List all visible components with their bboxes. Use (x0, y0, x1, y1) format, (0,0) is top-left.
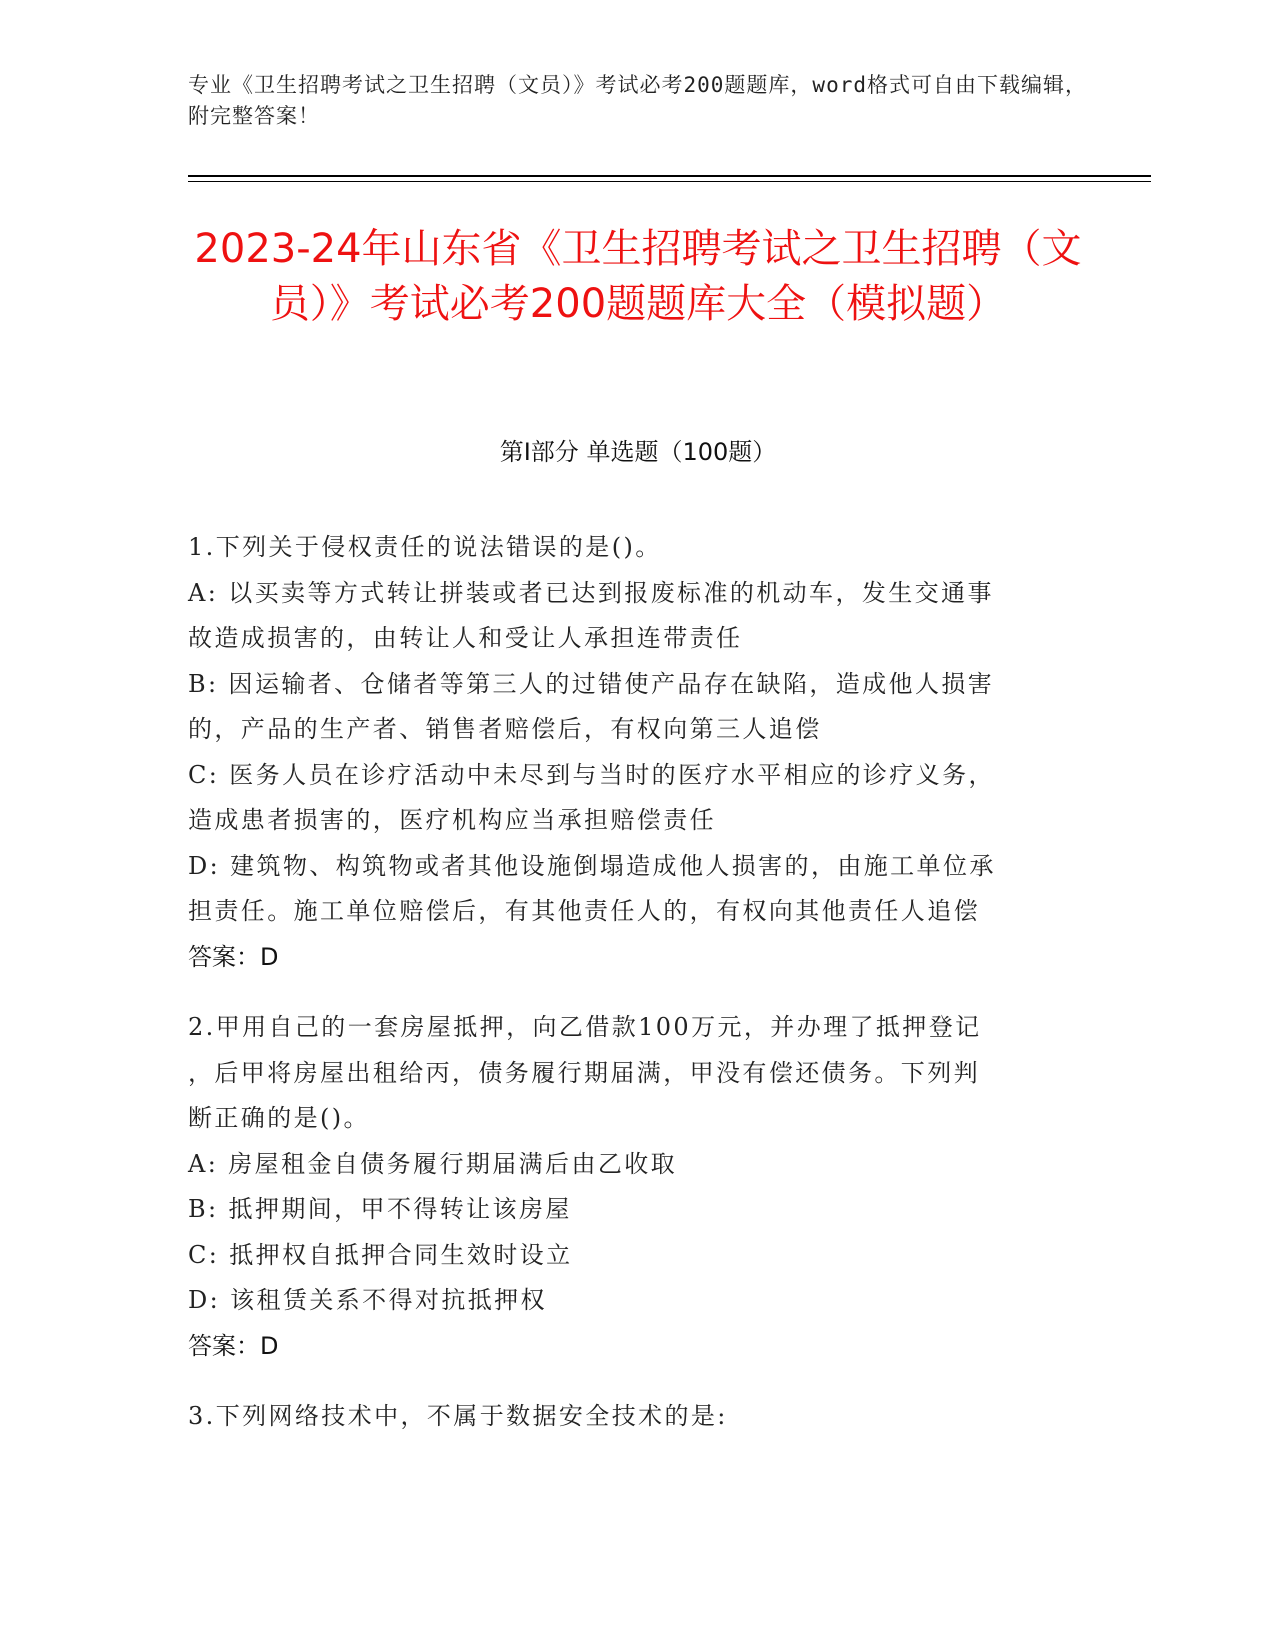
question-2-stem: 2.甲用自己的一套房屋抵押，向乙借款100万元，并办理了抵押登记 (188, 1013, 982, 1041)
question-list (188, 525, 1088, 1465)
header-note: 专业《卫生招聘考试之卫生招聘（文员）》考试必考200题题库，word格式可自由下载编辑，附完整答案！ (188, 73, 1087, 128)
header-rule-thin (188, 181, 1151, 182)
question-1-option-a-cont: 故造成损害的，由转让人和受让人承担连带责任 (188, 624, 743, 652)
question-1 (188, 525, 1088, 980)
question-1-option-d-cont: 担责任。施工单位赔偿后，有其他责任人的，有权向其他责任人追偿 (188, 897, 980, 925)
question-3-stem: 3.下列网络技术中，不属于数据安全技术的是: (188, 1402, 728, 1430)
question-1-option-b-cont: 的，产品的生产者、销售者赔偿后，有权向第三人追偿 (188, 715, 822, 743)
document-title: 2023-24年山东省《卫生招聘考试之卫生招聘（文员）》考试必考200题题库大全（模拟题） (194, 226, 1082, 327)
question-2 (188, 1005, 1088, 1369)
question-2-option-d: D: 该租赁关系不得对抗抵押权 (188, 1286, 547, 1314)
section-title: 第I部分 单选题（100题） (499, 438, 777, 466)
question-2-stem-cont-2: 断正确的是()。 (188, 1104, 370, 1132)
question-2-option-c: C: 抵押权自抵押合同生效时设立 (188, 1240, 573, 1269)
question-2-stem-cont-1: ，后甲将房屋出租给丙，债务履行期届满，甲没有偿还债务。下列判 (188, 1058, 980, 1087)
question-1-option-c-cont: 造成患者损害的，医疗机构应当承担赔偿责任 (188, 806, 716, 834)
question-1-answer: 答案：D (188, 942, 279, 971)
header-rule-thick (188, 175, 1151, 177)
question-2-answer: 答案：D (188, 1331, 279, 1360)
question-3 (188, 1394, 1088, 1440)
question-1-option-a: A: 以买卖等方式转让拼装或者已达到报废标准的机动车，发生交通事 (188, 578, 994, 607)
question-2-option-b: B: 抵押期间，甲不得转让该房屋 (188, 1195, 572, 1223)
question-1-stem: 1.下列关于侵权责任的说法错误的是()。 (188, 533, 662, 561)
question-1-option-c: C: 医务人员在诊疗活动中未尽到与当时的医疗水平相应的诊疗义务， (188, 760, 995, 789)
question-2-option-a: A: 房屋租金自债务履行期届满后由乙收取 (188, 1149, 678, 1178)
question-1-option-b: B: 因运输者、仓储者等第三人的过错使产品存在缺陷，造成他人损害 (188, 669, 995, 698)
question-1-option-d: D: 建筑物、构筑物或者其他设施倒塌造成他人损害的，由施工单位承 (188, 851, 996, 880)
